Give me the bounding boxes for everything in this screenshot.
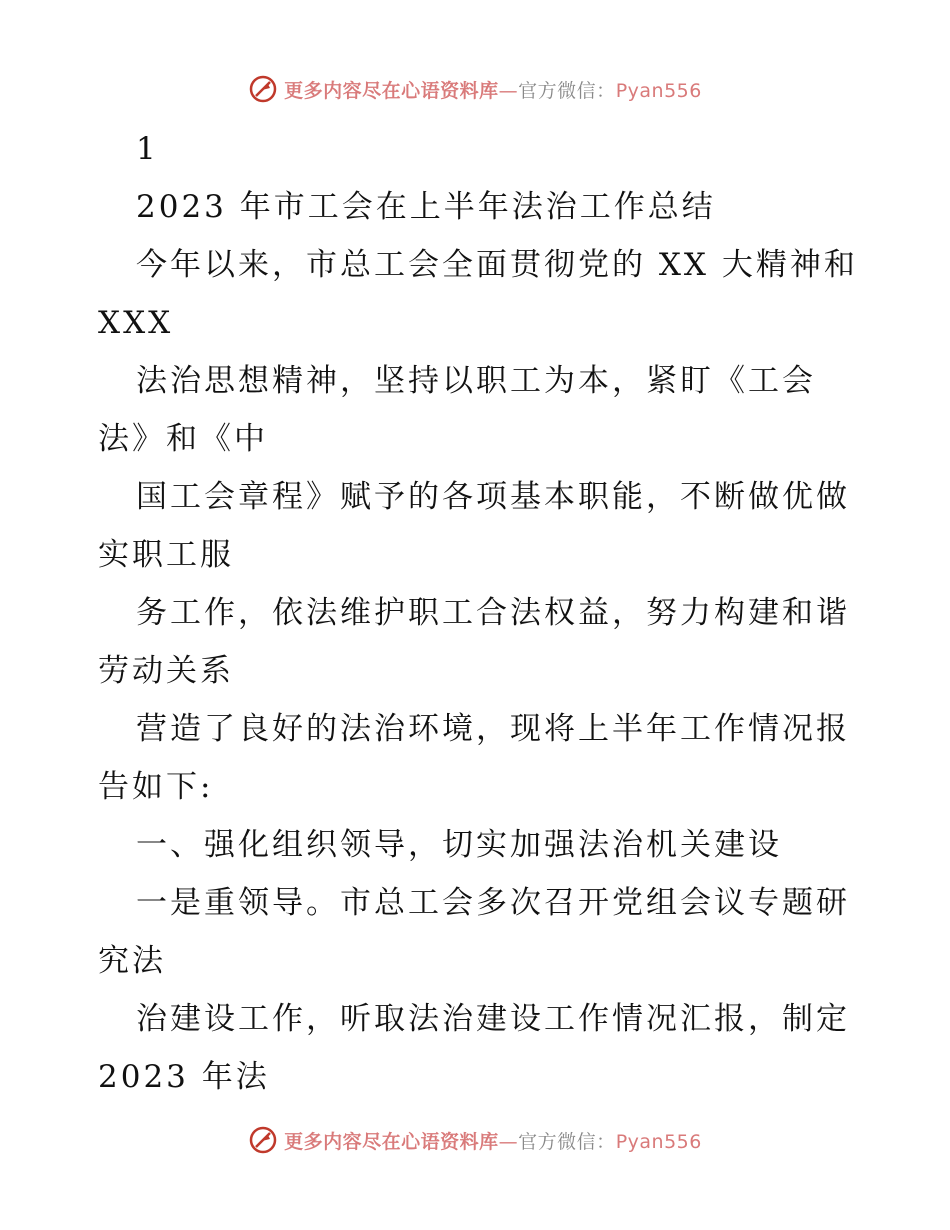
text-line: 2023 年法	[98, 1059, 270, 1095]
document-title: 2023 年市工会在上半年法治工作总结	[136, 189, 716, 225]
watermark-wechat-label: 官方微信：	[518, 79, 616, 102]
watermark-wechat-id: Pyan556	[615, 1130, 702, 1153]
text-line: 告如下:	[98, 769, 214, 805]
watermark-dash: —	[498, 1130, 519, 1153]
text-line: 一是重领导。市总工会多次召开党组会议专题研	[136, 885, 850, 921]
page-number: 1	[136, 131, 159, 167]
text-line: XXX	[98, 305, 174, 341]
watermark-main: 更多内容尽在心语资料库	[284, 79, 499, 102]
quill-logo-icon	[248, 1125, 278, 1155]
section-heading: 一、强化组织领导，切实加强法治机关建设	[136, 827, 782, 863]
text-line: 实职工服	[98, 537, 234, 573]
text-line: 务工作，依法维护职工合法权益，努力构建和谐	[136, 595, 850, 631]
document-body	[98, 120, 858, 1106]
watermark-text	[284, 1127, 702, 1154]
text-line: 治建设工作，听取法治建设工作情况汇报，制定	[136, 1001, 850, 1037]
watermark-footer	[0, 1123, 950, 1157]
watermark-wechat-label: 官方微信：	[518, 1130, 616, 1153]
text-line: 劳动关系	[98, 653, 234, 689]
text-line: 法治思想精神，坚持以职工为本，紧盯《工会	[136, 363, 816, 399]
watermark-main: 更多内容尽在心语资料库	[284, 1130, 499, 1153]
text-line: 今年以来，市总工会全面贯彻党的 XX 大精神和	[136, 247, 858, 283]
watermark-wechat-id: Pyan556	[615, 79, 702, 102]
quill-logo-icon	[248, 74, 278, 104]
text-line: 国工会章程》赋予的各项基本职能，不断做优做	[136, 479, 850, 515]
watermark-header	[0, 72, 950, 106]
watermark-dash: —	[498, 79, 519, 102]
text-line: 究法	[98, 943, 166, 979]
text-line: 营造了良好的法治环境，现将上半年工作情况报	[136, 711, 850, 747]
watermark-text	[284, 76, 702, 103]
text-line: 法》和《中	[98, 421, 268, 457]
